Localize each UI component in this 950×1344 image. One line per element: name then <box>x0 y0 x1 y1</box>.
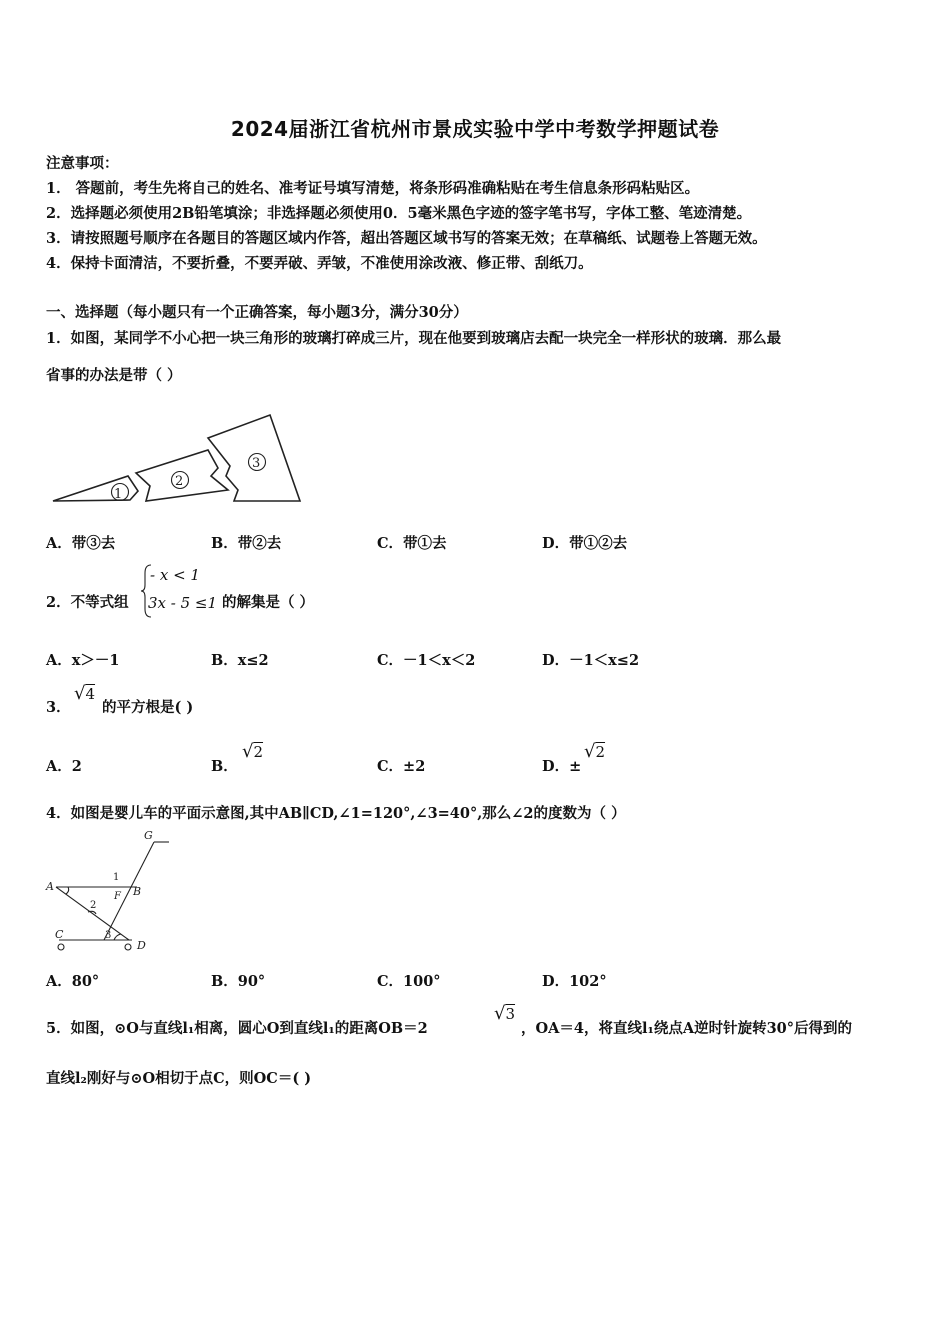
q3-option-b[interactable]: B． <box>211 758 238 775</box>
question-1-text: 1．如图，某同学不小心把一块三角形的玻璃打碎成三片，现在他要到玻璃店去配一块完全一样形状的玻璃．那么最 <box>46 330 782 347</box>
q4-option-b[interactable]: B．90° <box>211 973 266 990</box>
notice-item: 1． 答题前，考生先将自己的姓名、准考证号填写清楚，将条形码准确粘贴在考生信息条形码粘贴区。 <box>46 180 700 197</box>
q4-option-c[interactable]: C．100° <box>377 973 441 990</box>
sqrt-2-d: √2 <box>584 741 606 762</box>
notice-heading: 注意事项： <box>46 155 119 172</box>
glass-piece-1 <box>53 476 138 501</box>
piece-1-number: 1 <box>114 487 123 502</box>
question-5-text-cont: 直线l₂刚好与⊙O相切于点C，则OC＝( ) <box>46 1070 312 1087</box>
label-c: C <box>55 928 64 941</box>
question-1-text-cont: 省事的办法是带（ ） <box>46 367 182 384</box>
label-d: D <box>137 939 146 952</box>
label-f: F <box>114 891 121 902</box>
label-3: 3 <box>105 930 112 941</box>
notice-item: 2．选择题必须使用2B铅笔填涂；非选择题必须使用0．5毫米黑色字迹的签字笔书写，字体工整、笔迹清楚。 <box>46 205 752 222</box>
piece-2-number: 2 <box>175 474 184 489</box>
q2-option-c[interactable]: C．－1＜x＜2 <box>377 652 476 669</box>
q4-option-d[interactable]: D．102° <box>542 973 607 990</box>
sqrt-3: √3 <box>494 1003 516 1024</box>
question-5-text-b: ，OA＝4，将直线l₁绕点A逆时针旋转30°后得到的 <box>521 1020 853 1037</box>
question-2-prefix: 2．不等式组 <box>46 594 129 611</box>
q3-option-c[interactable]: C．±2 <box>377 758 426 775</box>
q4-option-a[interactable]: A．80° <box>46 973 100 990</box>
q1-option-c[interactable]: C．带①去 <box>377 535 447 552</box>
sqrt-2-b: √2 <box>242 741 264 762</box>
label-1: 1 <box>113 872 120 883</box>
page-title: 2024届浙江省杭州市景成实验中学中考数学押题试卷 <box>230 117 720 141</box>
question-4-text: 4．如图是婴儿车的平面示意图,其中AB∥CD,∠1=120°,∠3=40°,那么∠2的度数为（ ） <box>46 805 626 822</box>
notice-item: 4．保持卡面清洁，不要折叠，不要弄破、弄皱，不准使用涂改液、修正带、刮纸刀。 <box>46 255 593 272</box>
q3-option-a[interactable]: A．2 <box>46 758 82 775</box>
question-5-text-a: 5．如图，⊙O与直线l₁相离，圆心O到直线l₁的距离OB＝2 <box>46 1020 428 1037</box>
q1-option-a[interactable]: A．带③去 <box>46 535 116 552</box>
label-g: G <box>144 829 153 842</box>
label-b: B <box>133 885 142 898</box>
q3-option-d[interactable]: D．± <box>542 758 582 775</box>
notice-item: 3．请按照题号顺序在各题目的答题区域内作答，超出答题区域书写的答案无效；在草稿纸、试题卷上答题无效。 <box>46 230 767 247</box>
q1-option-d[interactable]: D．带①②去 <box>542 535 628 552</box>
sqrt-4: √4 <box>74 683 96 704</box>
label-2: 2 <box>90 900 97 911</box>
q2-option-b[interactable]: B．x≤2 <box>211 652 269 669</box>
question-3-prefix: 3． <box>46 699 71 716</box>
q2-option-d[interactable]: D．－1＜x≤2 <box>542 652 640 669</box>
inequality-1: - x < 1 <box>150 566 200 584</box>
label-a: A <box>46 880 54 893</box>
broken-glass-figure <box>48 408 308 508</box>
question-3-suffix: 的平方根是( ) <box>102 699 194 716</box>
piece-3-number: 3 <box>252 456 261 471</box>
inequality-2: 3x - 5 ≤1 <box>148 594 218 612</box>
q1-option-b[interactable]: B．带②去 <box>211 535 282 552</box>
section-heading: 一、选择题（每小题只有一个正确答案，每小题3分，满分30分） <box>46 304 468 321</box>
q2-option-a[interactable]: A．x＞－1 <box>46 652 120 669</box>
question-2-suffix: 的解集是（ ） <box>222 594 315 611</box>
stroller-figure <box>44 828 174 956</box>
